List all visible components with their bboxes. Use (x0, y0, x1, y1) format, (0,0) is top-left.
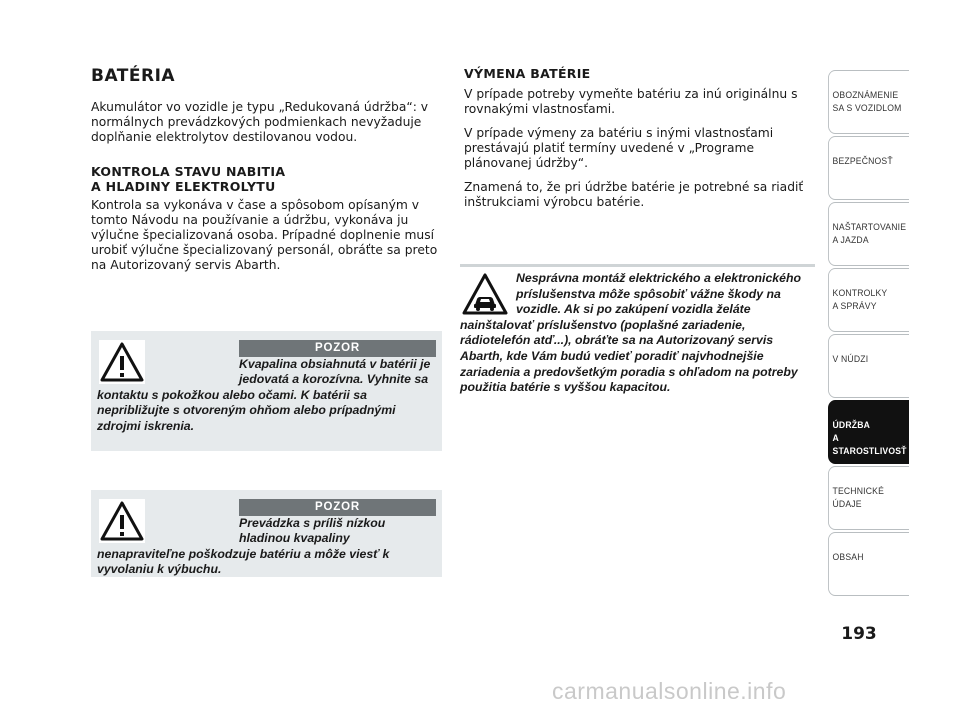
tab-label-line1: KONTROLKY (832, 288, 888, 299)
tab-contents[interactable] (828, 532, 909, 596)
replacement-paragraph-3: Znamená to, že pri údržbe batérie je potrebné sa riadiť inštrukciami výrobcu batérie. (464, 180, 804, 209)
note-box (460, 264, 815, 396)
battery-replacement-section (464, 66, 816, 219)
battery-section (91, 66, 441, 282)
warning-text (97, 357, 436, 434)
section-title: BATÉRIA (91, 66, 176, 86)
warning-label: POZOR (239, 340, 436, 357)
warning-text (97, 516, 436, 578)
warning-text-content: Prevádzka s príliš nízkou hladinou kvapaliny nenapraviteľne poškodzuje batériu a môže viesť k vyvolaniu k výbuchu. (97, 516, 390, 577)
tab-starting-driving[interactable] (828, 202, 909, 266)
tab-technical-data[interactable] (828, 466, 909, 530)
tab-label-line1: BEZPEČNOSŤ (832, 156, 893, 167)
check-heading-line1: KONTROLA STAVU NABITIA (91, 164, 286, 179)
note-text-content: Nesprávna montáž elektrického a elektronického príslušenstva môže spôsobiť vážne škody na vozidle. Ak si po zakúpení vozidla želáte nainštalovať príslušenstvo (poplašné zariadenie, rádiotelefón atď...), obráťte sa na Autorizovaný servis Abarth, kde Vám budú vedieť poradiť najvhodnejšie zariadenia a predovšetkým poradia s ohľadom na potreby použitia batérie s vyššou kapacitou. (460, 271, 801, 395)
replacement-paragraph-2: V prípade výmeny za batériu s inými vlastnosťami prestávajú platiť termíny uvedené v „Programe plánovanej údržby“. (464, 126, 774, 170)
note-text (460, 271, 815, 396)
tab-label-line1: TECHNICKÉ (832, 486, 885, 497)
tab-label-line1: OBSAH (832, 552, 864, 563)
check-paragraph: Kontrola sa vykonáva v čase a spôsobom opísaným v tomto Návodu na používanie a údržbu, vykonáva ju výlučne špecializovaná osoba. Prípadné doplnenie musí urobiť výlučne špecializovaný personál, obráťte sa preto na Autorizovaný servis Abarth. (91, 198, 438, 272)
chapter-tabs (828, 70, 918, 598)
tab-label-line1: NAŠTARTOVANIE (832, 222, 907, 233)
note-divider (460, 264, 815, 267)
page-number: 193 (841, 624, 877, 644)
warning-box-1 (91, 331, 442, 451)
watermark: carmanualsonline.info (552, 678, 787, 704)
tab-maintenance[interactable] (828, 400, 909, 464)
car-warning-triangle-icon (462, 272, 508, 316)
replacement-paragraph-1: V prípade potreby vymeňte batériu za inú originálnu s rovnakými vlastnosťami. (464, 87, 798, 116)
tab-safety[interactable] (828, 136, 909, 200)
tab-label-line1: ÚDRŽBA (832, 420, 871, 431)
tab-label-line2: ÚDAJE (832, 499, 862, 510)
warning-text-content: Kvapalina obsiahnutá v batérii je jedovatá a korozívna. Vyhnite sa kontaktu s pokožkou alebo očami. K batérii sa nepribližujte s otvoreným ohňom alebo prípadnými zdrojmi iskrenia. (97, 357, 431, 433)
replacement-heading: VÝMENA BATÉRIE (464, 66, 591, 81)
tab-label-line1: OBOZNÁMENIE (832, 90, 899, 101)
warning-box-2 (91, 490, 442, 577)
tab-label-line2: A JAZDA (832, 235, 869, 246)
tab-intro[interactable] (828, 70, 909, 134)
warning-label: POZOR (239, 499, 436, 516)
tab-warning-lights[interactable] (828, 268, 909, 332)
tab-emergency[interactable] (828, 334, 909, 398)
check-heading-line2: A HLADINY ELEKTROLYTU (91, 179, 276, 194)
tab-label-line2: A STAROSTLIVOSŤ (832, 433, 907, 457)
tab-label-line1: V NÚDZI (832, 354, 869, 365)
check-heading (91, 164, 441, 194)
intro-paragraph: Akumulátor vo vozidle je typu „Redukovaná údržba“: v normálnych prevádzkových podmienkach nevyžaduje doplňanie elektrolytov destilovanou vodou. (91, 100, 429, 144)
tab-label-line2: A SPRÁVY (832, 301, 877, 312)
tab-label-line2: SA S VOZIDLOM (832, 103, 902, 114)
